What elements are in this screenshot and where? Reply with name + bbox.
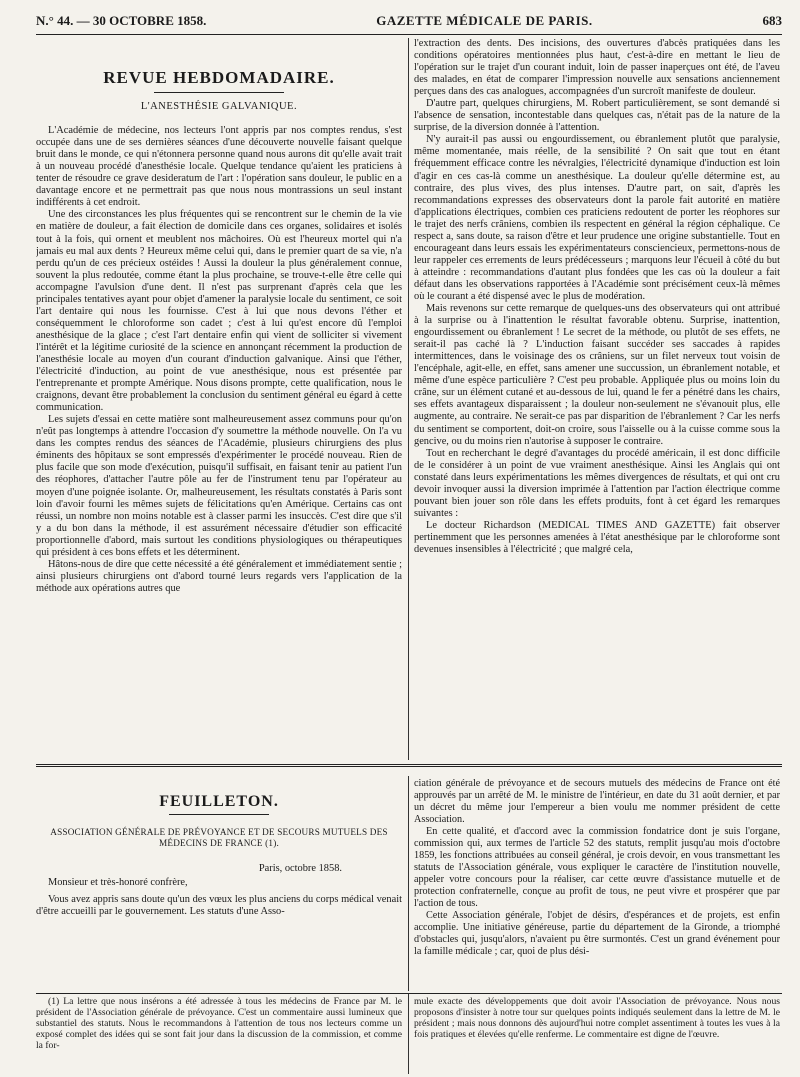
footnote-text: mule exacte des développements que doit avoir l'Association de prévoyance. Nous nous proposons d'insister à notre tour sur quelques points indiqués seulement dans la lettre de M. le président ; mais nous donnons dès aujourd'hui notre complet assentiment à toutes les vues à la fois pratiques et élevées qu'elle renferme. Le commentaire est digne de l'œuvre. xyxy=(414,996,780,1041)
page-header xyxy=(36,10,782,32)
feuilleton-title: FEUILLETON. xyxy=(159,793,279,810)
title-rule xyxy=(154,92,284,93)
paragraph: Vous avez appris sans doute qu'un des vœux les plus anciens du corps médical venait d'être accueilli par le gouvernement. Les statuts d'une Asso- xyxy=(36,893,402,917)
revue-right-column xyxy=(414,38,780,760)
paragraph: En cette qualité, et d'accord avec la commission fondatrice dont je suis l'organe, commission qui, aux termes de l'article 52 des statuts, remplit jusqu'au mois d'octobre 1859, les fonctions attribuées au conseil général, je crois devoir, en vous transmettant les statuts de l'Association générale, vous expliquer le caractère de l'institution nouvelle, appeler votre concours pour la réaliser, car cette œuvre d'assistance mutuelle et de protection confraternelle, conçue au profit de tous, ne peut vivre et prospérer que par l'action de tous. xyxy=(414,826,780,909)
issue-date: N.° 44. — 30 OCTOBRE 1858. xyxy=(36,13,207,28)
paragraph: Le docteur Richardson (MEDICAL TIMES AND GAZETTE) fait observer pertinemment que les personnes amenées à l'état anesthésique par le chloroforme sont devenues insensibles à l'électricité ; que malgré cela, xyxy=(414,519,780,555)
footnote-column-separator xyxy=(408,994,409,1074)
feuilleton-left-column xyxy=(36,778,402,992)
paragraph: Tout en recherchant le degré d'avantages du procédé américain, il est donc difficile de le considérer à un point de vue vraiment anesthésique. Ainsi les Anglais qui ont constaté dans leurs expérimentations les mêmes divergences de résultats, et qui ont cru devoir invoquer aussi la diversion imprimée à l'attention par l'action électrique comme pouvant bien jouer son rôle dans les effets produits, font à cet égard les remarques suivantes : xyxy=(414,447,780,519)
feuilleton-right-column xyxy=(414,778,780,992)
paragraph: ciation générale de prévoyance et de secours mutuels des médecins de France ont été approuvés par un arrêté de M. le ministre de l'intérieur, en date du 31 août dernier, et par un décret du même jour l'empereur a bien voulu me nommer président de cette Association. xyxy=(414,778,780,825)
footnote-left xyxy=(36,996,402,1076)
revue-title: REVUE HEBDOMADAIRE. xyxy=(103,68,335,87)
paragraph: D'autre part, quelques chirurgiens, M. Robert particulièrement, se sont demandé si l'absence de sensation, incontestable dans quelques cas, n'était pas de la nature de la surprise, de la diversion donnée à l'attention. xyxy=(414,98,780,134)
footnote-right xyxy=(414,996,780,1076)
letter-dateline: Paris, octobre 1858. xyxy=(258,863,342,875)
page-number: 683 xyxy=(762,13,782,28)
feuilleton-column-separator xyxy=(408,776,409,991)
header-rule xyxy=(36,34,782,35)
feuilleton-separator-rule xyxy=(36,764,782,767)
revue-subtitle: L'ANESTHÉSIE GALVANIQUE. xyxy=(140,101,298,113)
paragraph: l'extraction des dents. Des incisions, des ouvertures d'abcès pratiquées dans les conditions opératoires mentionnées plus haut, c'est-à-dire en mettant le lieu de l'opération sur le trajet d'un courant induit, loin de passer inaperçues ont été, de l'aveu des malades, en état de comparer l'impression nouvelle aux sensations anciennement perçues dans des cas analogues, accompagnées d'un surcroît manifeste de douleur. xyxy=(414,38,780,98)
paragraph: Hâtons-nous de dire que cette nécessité a été généralement et immédiatement sentie ; ainsi plusieurs chirurgiens ont d'abord tourné leurs regards vers l'application de la méthode aux opérations autres que xyxy=(36,558,402,594)
paragraph: Les sujets d'essai en cette matière sont malheureusement assez communs pour qu'on n'eût pas longtemps à attendre l'occasion d'y soumettre la méthode nouvelle. On l'a vu dans les comptes rendus des séances de l'Académie, plusieurs chirurgiens des plus éminents des hôpitaux se sont empressés d'expérimenter le procédé nouveau. Rien de plus facile que son mode d'exécution, puisqu'il suffisait, en faisant tenir au patient l'un des réophores, d'attacher l'autre pôle au fer de l'instrument tenu par l'opérateur au moyen d'une poignée isolante. Or, malheureusement, les résultats constatés à Paris sont loin d'avoir fourni les mêmes sujets de félicitations qu'en Amérique. Certains cas ont réussi, un nombre non moins notable est à classer parmi les insuccès. C'est dire que s'il y a du bon dans la méthode, il est assurément nécessaire d'étudier son efficacité proportionnelle d'abord, mais surtout les conditions physiologiques ou thérapeutiques qui président à ces bons effets et les déterminent. xyxy=(36,414,402,558)
paragraph: Une des circonstances les plus fréquentes qui se rencontrent sur le chemin de la vie en matière de douleur, a fait élection de domicile dans ces organes, solidaires et isolés tout à la fois, qui ornent et meublent nos mâchoires. Où est l'heureux mortel qui n'a jamais eu mal aux dents ? Heureux même celui qui, dans le premier quart de sa vie, n'a perdu qu'un de ces précieux ostéides ! Aussi la douleur la plus généralement connue, souvent la plus redoutée, comme étant la plus prochaine, se trouve-t-elle être celle qui accompagne l'avulsion d'une dent. Il n'est pas surprenant d'après cela que les principales tentatives ayant pour objet d'amener la paralysie locale du sentiment, ce soit l'art dentaire qui nous les fournisse. C'est à lui que nous devons l'éther et conséquemment le chloroforme son cadet ; c'est à lui qu'est encore dû l'emploi anesthésique de la glace ; c'est l'art dentaire enfin qui vient de solliciter si vivement l'intérêt et la légitime curiosité de la science en annonçant récemment la production de l'anesthésie locale au moyen d'un courant d'induction galvanique. Ainsi que l'éther, l'électricité d'induction, au point de vue anesthésique, nous est présentée par l'entreprenante et prompte Amérique. Nous disons prompte, cette qualification, nous le craignons, devant être probablement la conclusion du sentiment général eu égard à cette communication. xyxy=(36,209,402,414)
association-heading: ASSOCIATION GÉNÉRALE DE PRÉVOYANCE ET DE SECOURS MUTUELS DES MÉDECINS DE FRANCE (1). xyxy=(50,827,388,849)
paragraph: Cette Association générale, l'objet de désirs, d'espérances et de projets, est enfin accomplie. Une initiative généreuse, partie du département de la Gironde, a triomphé d'obstacles qui, jusqu'alors, n'avaient pu être surmontés. C'est un grand événement pour la famille médicale ; car, quoi de plus dési- xyxy=(414,910,780,957)
footnote-rule xyxy=(36,993,782,994)
feuilleton-title-rule xyxy=(169,814,269,815)
column-separator xyxy=(408,38,409,760)
journal-title: GAZETTE MÉDICALE DE PARIS. xyxy=(376,13,593,28)
revue-left-column xyxy=(36,38,402,760)
paragraph: N'y aurait-il pas aussi ou engourdissement, ou ébranlement plutôt que paralysie, même momentanée, mais réelle, de la sensibilité ? On sait que tout en étant fréquemment efficace contre les névralgies, l'électricité dynamique d'induction est loin d'agir en ces cas-là comme un anesthésique. La douleur qu'elle détermine est, au contraire, des plus vives, des plus intenses. D'autre part, on sait, d'après les recommandations expresses des observateurs dont la parole fait autorité en matière d'applications électriques, combien ces praticiens redoutent de porter les réophores sur le trajet des nerfs crâniens, combien ils respectent en général la région céphalique. Ce respect a, sans doute, sa raison d'être et leur prudence une origine substantielle. Tout en encourageant dans leurs essais les expérimentateurs consciencieux, permettons-nous de leur rappeler ces errements de leurs prédécesseurs ; marquons leur l'écueil à côté du but à atteindre : recommandations d'autant plus fondées que les cas où la douleur a fait défaut dans les observations rapportées à l'Académie sont précisément ceux-là mêmes où le courant a été dispensé avec le plus de modération. xyxy=(414,134,780,302)
footnote-text: (1) La lettre que nous insérons a été adressée à tous les médecins de France par M. le président de l'Association générale de prévoyance. C'est un commentaire aussi lumineux que substantiel des statuts. Nous le recommandons à l'attention de tous nos lecteurs comme un exposé complet des idées qui se sont fait jour dans la discussion de la commission, et comme la for- xyxy=(36,996,402,1052)
letter-salutation: Monsieur et très-honoré confrère, xyxy=(48,877,188,889)
paragraph: L'Académie de médecine, nos lecteurs l'ont appris par nos comptes rendus, s'est occupée dans une de ses dernières séances d'une découverte nouvelle faisant quelque bruit dans le monde, ce qui n'étonnera personne quand nous aurons dit qu'elle avait trait à un nouveau procédé d'anesthésie locale. Quelque tendance qu'aient les praticiens à tenter de résoudre ce grave desideratum de l'art : l'opération sans douleur, le public en a davantage encore et ne permettrait pas que nous nous montrassions un seul instant indifférents à cet endroit. xyxy=(36,125,402,209)
paragraph: Mais revenons sur cette remarque de quelques-uns des observateurs qui ont attribué à la surprise ou à l'inattention le résultat favorable obtenu. Surprise, inattention, engourdissement ou ébranlement ! Le secret de la méthode, ou plutôt de ses effets, ne serait-il pas caché là ? L'induction faisant succéder ses saccades à rapides intermittences, dans le voisinage des os crâniens, sur un filet nerveux tout voisin de l'encéphale, agit-elle, en effet, sans amener une succussion, un ébranlement notable, et même d'une espèce particulière ? C'est peu probable. Appliquée plus ou moins loin du crâne, sur un élément cutané et au-dessous de lui, quand le fer a pénétré dans les chairs, ses effets avantageux disparaissent ; la douleur non-seulement ne s'évanouit plus, elle augmente, au contraire. Ne serait-ce pas par disparition de l'ébranlement ? Car les nerfs du sentiment se comportent, doit-on croire, sous l'aisselle ou à la cuisse comme sous la gencive, ou du moins rien n'autorise à supposer le contraire. xyxy=(414,303,780,447)
